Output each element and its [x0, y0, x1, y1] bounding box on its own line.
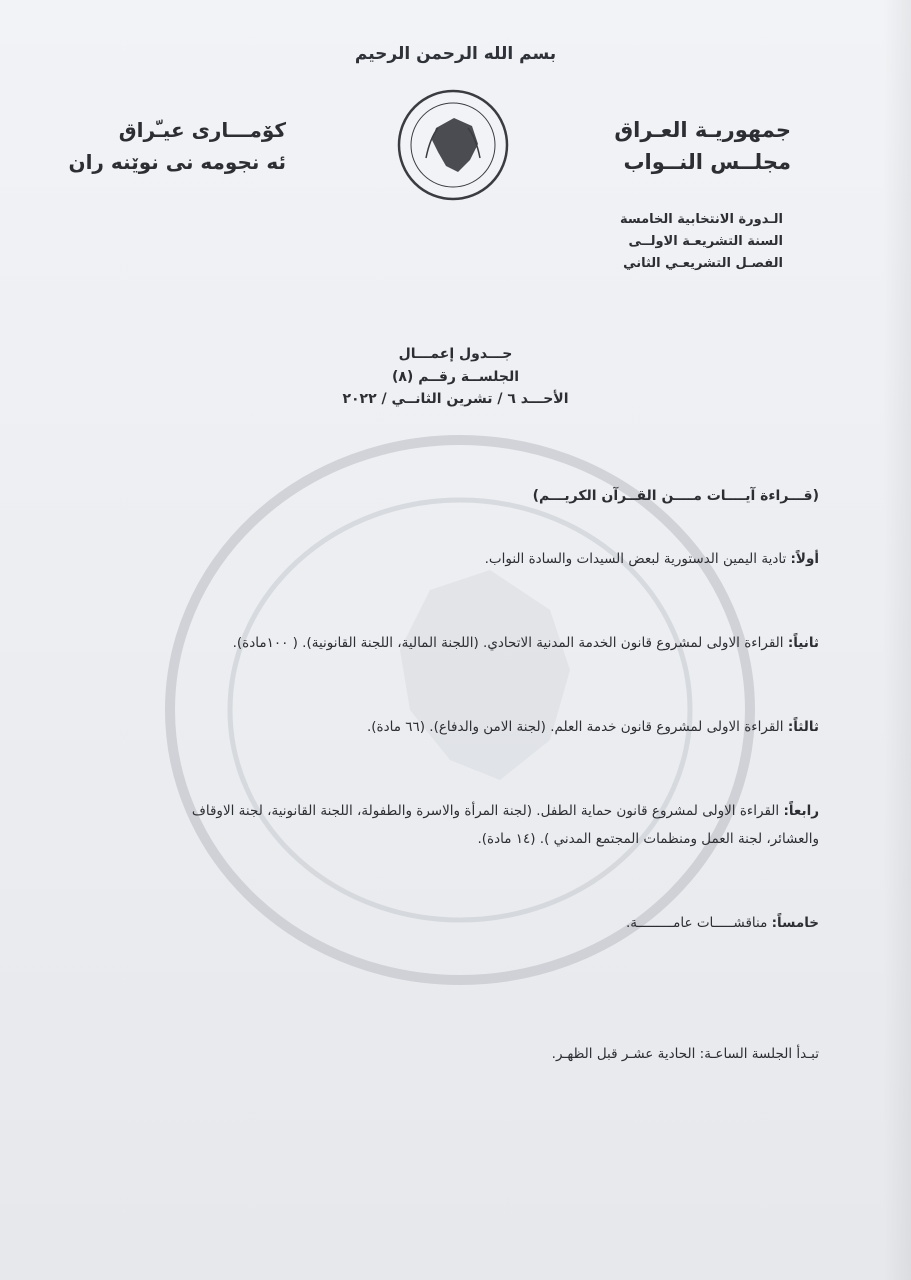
agenda-item-1: [485, 551, 819, 567]
agenda-item-4: [192, 803, 819, 819]
session-number: الجلســة رقــم (٨): [391, 369, 520, 385]
agenda-item-text: القراءة الاولى لمشروع قانون الخدمة المدنية الاتحادي. (اللجنة المالية، اللجنة القانونية). ( ١٠٠مادة).: [232, 635, 788, 651]
header-kurdish-republic: كۆمـــارى عيـّراق: [118, 118, 286, 142]
basmala: بسم الله الرحمن الرحيم: [354, 44, 557, 64]
header-kurdish-council: ئه نجومه نى نوێنه ران: [68, 150, 286, 174]
agenda-item-text: القراءة الاولى لمشروع قانون حماية الطفل. (لجنة المرأة والاسرة والطفولة، اللجنة القانونية، لجنة الاوقاف: [191, 803, 784, 819]
agenda-title: جـــدول إعمـــال: [398, 346, 513, 362]
agenda-item-5: [626, 915, 819, 931]
agenda-item-text: القراءة الاولى لمشروع قانون خدمة العلم. (لجنة الامن والدفاع). (٦٦ مادة).: [366, 719, 788, 735]
page-edge-shadow: [883, 0, 911, 1280]
agenda-item-label: ثالثاً:: [787, 719, 819, 735]
agenda-item-3: [367, 719, 819, 735]
agenda-item-label: أولاً:: [790, 551, 819, 567]
quran-recitation: (قـــراءة آيــــات مــــن القــرآن الكريـــم): [532, 488, 819, 504]
agenda-item-label: خامساً:: [771, 915, 819, 931]
agenda-item-text: مناقشـــــات عامـــــــــة.: [626, 915, 772, 931]
agenda-item-text: تادية اليمين الدستورية لبعض السيدات والسادة النواب.: [484, 551, 791, 567]
session-date: الأحـــد ٦ / تشرين الثانــي / ٢٠٢٢: [342, 391, 569, 407]
agenda-item-label: ثانياً:: [787, 635, 819, 651]
agenda-item-4-continued: والعشائر، لجنة العمل ومنظمات المجتمع المدني ). (١٤ مادة).: [477, 831, 819, 847]
header-republic-of-iraq: جمهوريـة العـراق: [614, 118, 791, 142]
agenda-item-label: رابعاً:: [783, 803, 819, 819]
electoral-cycle: الـدورة الانتخابية الخامسة: [620, 212, 783, 227]
legislative-term: الفصـل التشريعـي الثاني: [623, 256, 783, 271]
legislative-year: السنة التشريعـة الاولــى: [628, 234, 783, 249]
agenda-item-2: [233, 635, 819, 651]
session-start-time: تبـدأ الجلسة الساعـة: الحادية عشـر قبل الظهـر.: [551, 1046, 819, 1062]
parliament-logo: [396, 88, 510, 202]
header-council-of-representatives: مجلــس النــواب: [623, 150, 791, 174]
